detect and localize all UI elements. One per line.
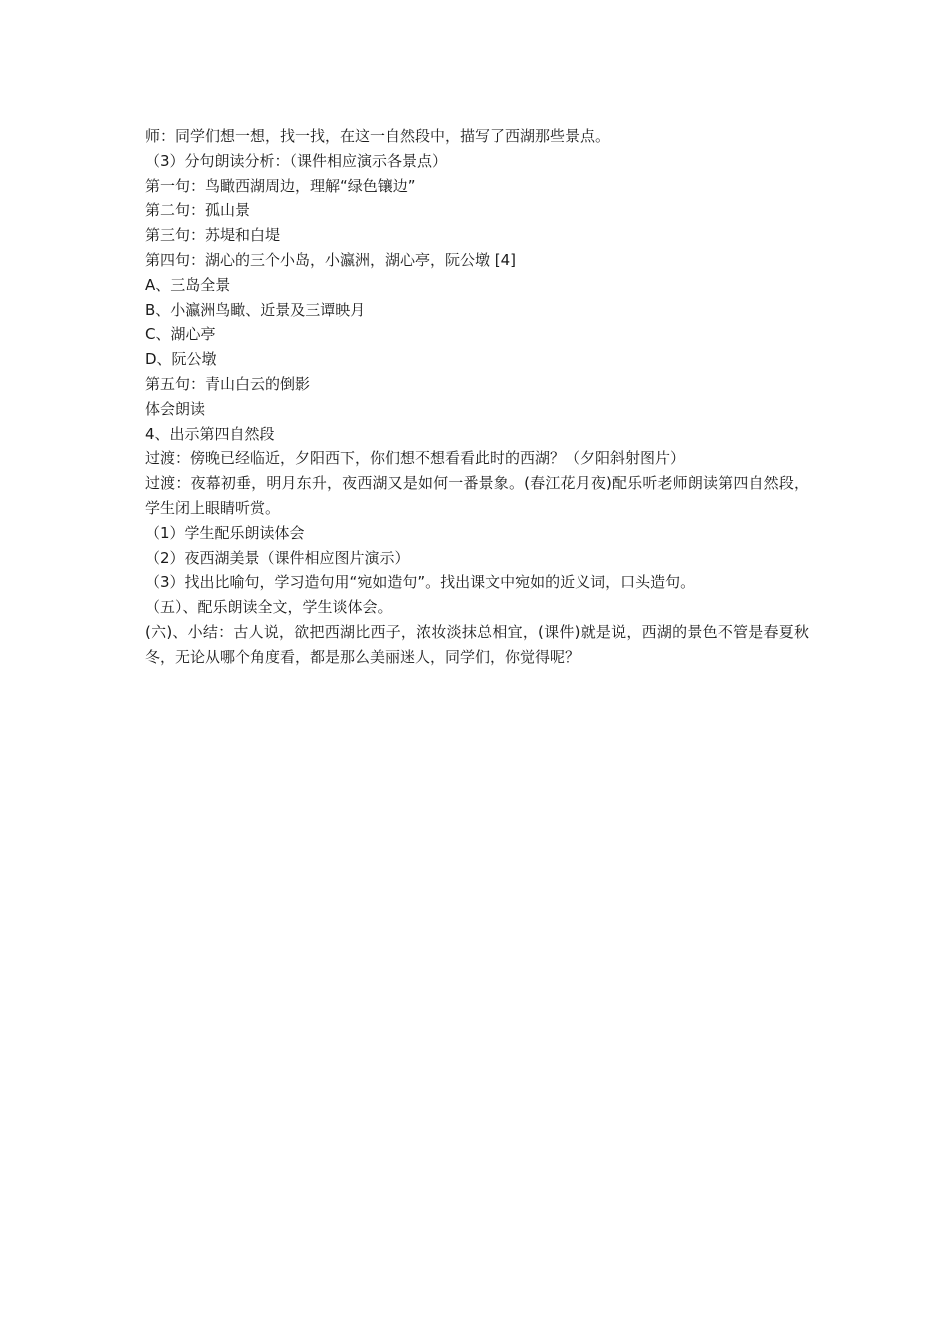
text-line-transition-dusk: 过渡：傍晚已经临近，夕阳西下，你们想不想看看此时的西湖？（夕阳斜射图片） — [145, 449, 686, 468]
text-line-read-aloud: 体会朗读 — [145, 399, 206, 418]
text-line-item-b: B、小瀛洲鸟瞰、近景及三谭映月 — [145, 300, 366, 319]
text-line-item-d: D、阮公墩 — [145, 350, 217, 369]
text-paragraph-summary: (六)、小结：古人说，欲把西湖比西子，浓妆淡抹总相宜，(课件)就是说，西湖的景色不管是春夏秋冬，无论从哪个角度看，都是那么美丽迷人，同学们，你觉得呢？ — [145, 622, 809, 666]
text-line-step-1: （1）学生配乐朗读体会 — [145, 523, 305, 542]
text-line-item-a: A、三岛全景 — [145, 275, 231, 294]
text-line-sentence-4: 第四句：湖心的三个小岛，小瀛洲，湖心亭，阮公墩 [4] — [145, 250, 517, 269]
lesson-plan-text — [145, 124, 809, 670]
text-line-sentence-analysis: （3）分句朗读分析：（课件相应演示各景点） — [145, 151, 448, 170]
text-line-step-2: （2）夜西湖美景（课件相应图片演示） — [145, 548, 410, 567]
text-line-section-4: 4、出示第四自然段 — [145, 424, 275, 443]
text-paragraph-transition-night: 过渡：夜幕初垂，明月东升，夜西湖又是如何一番景象。(春江花月夜)配乐听老师朗读第四自然段，学生闭上眼睛听赏。 — [145, 474, 809, 517]
text-line-sentence-5: 第五句：青山白云的倒影 — [145, 374, 311, 393]
text-line-item-c: C、湖心亭 — [145, 325, 216, 344]
text-line-part-5: （五）、配乐朗读全文，学生谈体会。 — [145, 598, 393, 617]
text-line-step-3: （3）找出比喻句，学习造句用“宛如造句”。找出课文中宛如的近义词，口头造句。 — [145, 573, 696, 592]
text-line-sentence-2: 第二句：孤山景 — [145, 201, 251, 220]
text-line-sentence-3: 第三句：苏堤和白堤 — [145, 226, 281, 245]
text-line-sentence-1: 第一句：鸟瞰西湖周边，理解“绿色镶边” — [145, 176, 416, 195]
text-line-teacher-question: 师：同学们想一想，找一找，在这一自然段中，描写了西湖那些景点。 — [145, 127, 611, 145]
